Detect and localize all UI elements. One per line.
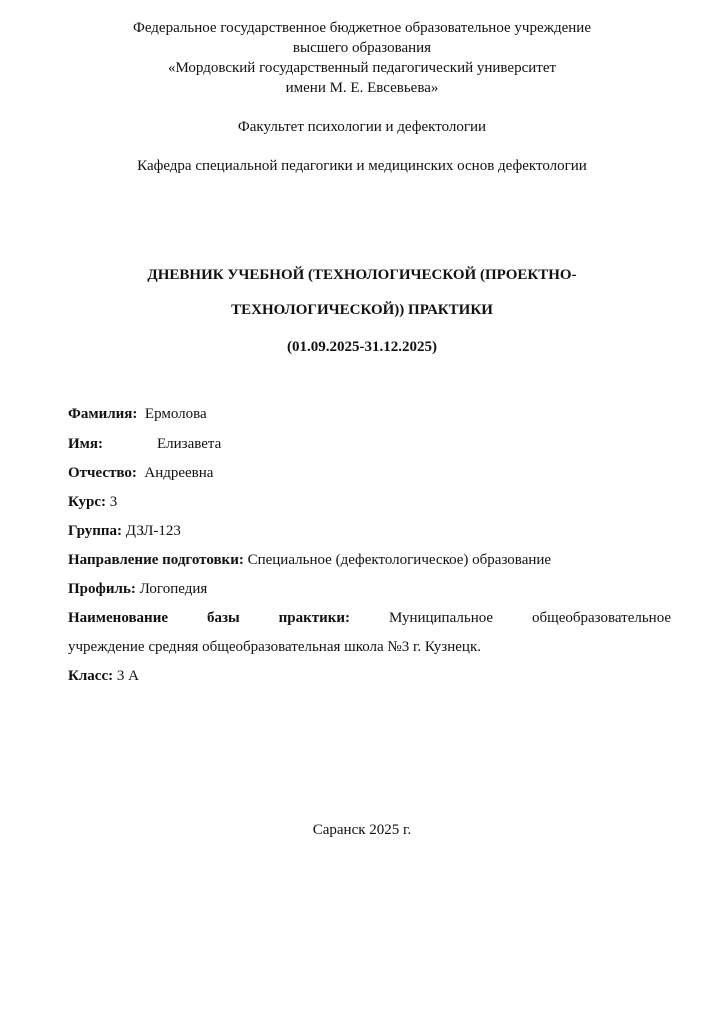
field-patronymic-label: Отчество:	[68, 465, 137, 481]
field-class-label: Класс:	[68, 668, 114, 684]
field-course	[68, 492, 117, 512]
field-profile	[68, 579, 207, 599]
field-direction-label: Направление подготовки:	[68, 552, 244, 568]
field-base-label-3: практики:	[278, 610, 351, 626]
field-class	[68, 666, 139, 686]
field-course-label: Курс:	[68, 494, 106, 510]
field-group	[68, 521, 181, 541]
header-line-2: высшего образования	[292, 40, 432, 56]
field-class-value: 3 А	[116, 668, 139, 684]
field-base-line-1	[68, 608, 671, 628]
field-group-label: Группа:	[68, 523, 123, 539]
practice-dates: (01.09.2025-31.12.2025)	[287, 339, 437, 355]
faculty-name: Факультет психологии и дефектологии	[237, 119, 487, 135]
field-course-value: 3	[109, 494, 118, 510]
field-surname-label: Фамилия:	[68, 406, 138, 422]
field-direction	[68, 550, 551, 570]
field-base-label-1: Наименование	[68, 610, 168, 626]
field-profile-label: Профиль:	[68, 581, 136, 597]
field-base-value-2: общеобразовательное	[532, 610, 672, 626]
field-name-value: Елизавета	[157, 436, 222, 452]
field-base-line-2: учреждение средняя общеобразовательная школа №3 г. Кузнецк.	[68, 639, 481, 655]
header-line-4: имени М. Е. Евсевьева»	[285, 80, 439, 96]
field-patronymic-value: Андреевна	[144, 465, 214, 481]
field-patronymic	[68, 463, 213, 483]
header-line-1: Федеральное государственное бюджетное образовательное учреждение	[132, 20, 591, 36]
field-surname	[68, 404, 207, 424]
field-direction-value: Специальное (дефектологическое) образование	[247, 552, 552, 568]
field-group-value: ДЗЛ-123	[125, 523, 181, 539]
document-title-line-2: ТЕХНОЛОГИЧЕСКОЙ)) ПРАКТИКИ	[231, 302, 493, 318]
field-name-label: Имя:	[68, 436, 103, 452]
footer-city-year: Саранск 2025 г.	[312, 822, 412, 838]
field-base-value-1: Муниципальное	[388, 610, 494, 626]
document-title-line-1: ДНЕВНИК УЧЕБНОЙ (ТЕХНОЛОГИЧЕСКОЙ (ПРОЕКТНО-	[147, 267, 577, 283]
header-line-3: «Мордовский государственный педагогический университет	[167, 60, 557, 76]
field-name	[68, 434, 221, 454]
department-name: Кафедра специальной педагогики и медицинских основ дефектологии	[137, 158, 587, 174]
field-profile-value: Логопедия	[139, 581, 208, 597]
field-surname-value: Ермолова	[144, 406, 207, 422]
field-base-label-2: базы	[206, 610, 240, 626]
